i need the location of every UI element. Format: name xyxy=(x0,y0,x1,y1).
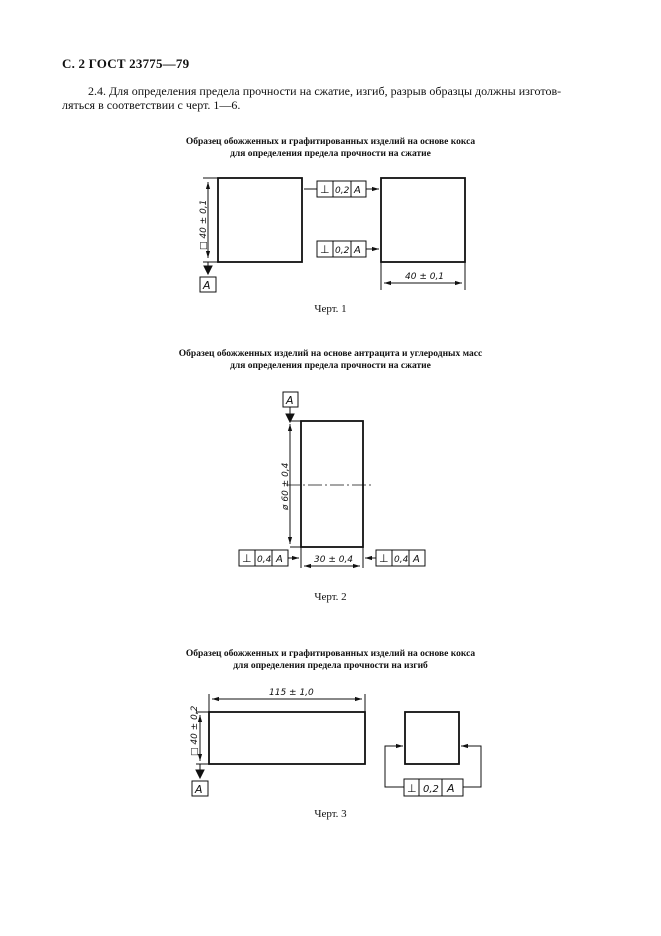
figure-3-drawing xyxy=(192,694,481,796)
fig1-tol-top-datum: A xyxy=(354,185,361,196)
fig1-dim-vertical-label: □ 40 ± 0,1 xyxy=(199,199,209,250)
fig2-tol-left-symbol: ⊥ xyxy=(242,552,252,565)
fig2-tol-right-symbol: ⊥ xyxy=(379,552,389,565)
figure-2-labels xyxy=(242,394,420,565)
fig1-tol-top-value: 0,2 xyxy=(335,186,350,196)
figure-1-labels xyxy=(199,183,444,292)
fig3-tol-symbol: ⊥ xyxy=(407,782,417,795)
figure-3-labels xyxy=(190,688,455,796)
figure-2-caption: Черт. 2 xyxy=(314,591,347,603)
paragraph-line-2: ляться в соответствии с черт. 1—6. xyxy=(62,98,241,112)
fig1-left-square xyxy=(218,178,302,262)
fig3-datum-label: A xyxy=(195,783,203,796)
fig3-tol-value: 0,2 xyxy=(423,784,439,795)
page-header: С. 2 ГОСТ 23775—79 xyxy=(62,56,190,71)
paragraph-line-1: 2.4. Для определения предела прочности на сжатие, изгиб, разрыв образцы должны изготов- xyxy=(88,84,562,98)
fig3-dim-horizontal-label: 115 ± 1,0 xyxy=(269,688,314,698)
figure-1-caption: Черт. 1 xyxy=(314,303,347,315)
fig3-dim-vertical-label: □ 40 ± 0,2 xyxy=(190,705,200,756)
fig2-tol-left-value: 0,4 xyxy=(257,555,272,565)
figure-3-title-line-2: для определения предела прочности на изгиб xyxy=(233,661,428,671)
figure-3-title-line-1: Образец обожженных и графитированных изделий на основе кокса xyxy=(185,649,476,659)
fig3-long-rectangle xyxy=(209,712,365,764)
figure-2-drawing xyxy=(239,392,425,568)
fig3-tol-datum: A xyxy=(447,782,455,795)
fig1-tol-bottom-value: 0,2 xyxy=(335,246,350,256)
fig3-small-square xyxy=(405,712,459,764)
fig2-dim-horizontal-label: 30 ± 0,4 xyxy=(314,555,354,565)
fig2-tol-right-datum: A xyxy=(413,554,420,565)
fig1-datum-label: A xyxy=(203,279,211,292)
fig1-tol-bottom-symbol: ⊥ xyxy=(320,243,330,256)
figure-1-title-line-2: для определения предела прочности на сжатие xyxy=(230,149,431,159)
fig2-rectangle xyxy=(301,421,363,547)
fig1-tol-bottom-datum: A xyxy=(354,245,361,256)
figure-1-title-line-1: Образец обожженных и графитированных изделий на основе кокса xyxy=(185,137,476,147)
figure-2-title-line-1: Образец обожженных изделий на основе антрацита и углеродных масс xyxy=(178,349,483,359)
fig2-datum-label: A xyxy=(286,394,294,407)
fig2-tol-right-value: 0,4 xyxy=(394,555,409,565)
fig2-dim-vertical-label: ø 60 ± 0,4 xyxy=(281,462,291,510)
figure-2-title-line-2: для определения предела прочности на сжатие xyxy=(230,361,431,371)
fig1-tol-top-symbol: ⊥ xyxy=(320,183,330,196)
fig1-dim-horizontal-label: 40 ± 0,1 xyxy=(405,272,445,282)
fig1-right-square xyxy=(381,178,465,262)
fig2-tol-left-datum: A xyxy=(276,554,283,565)
figure-3-caption: Черт. 3 xyxy=(314,808,347,820)
